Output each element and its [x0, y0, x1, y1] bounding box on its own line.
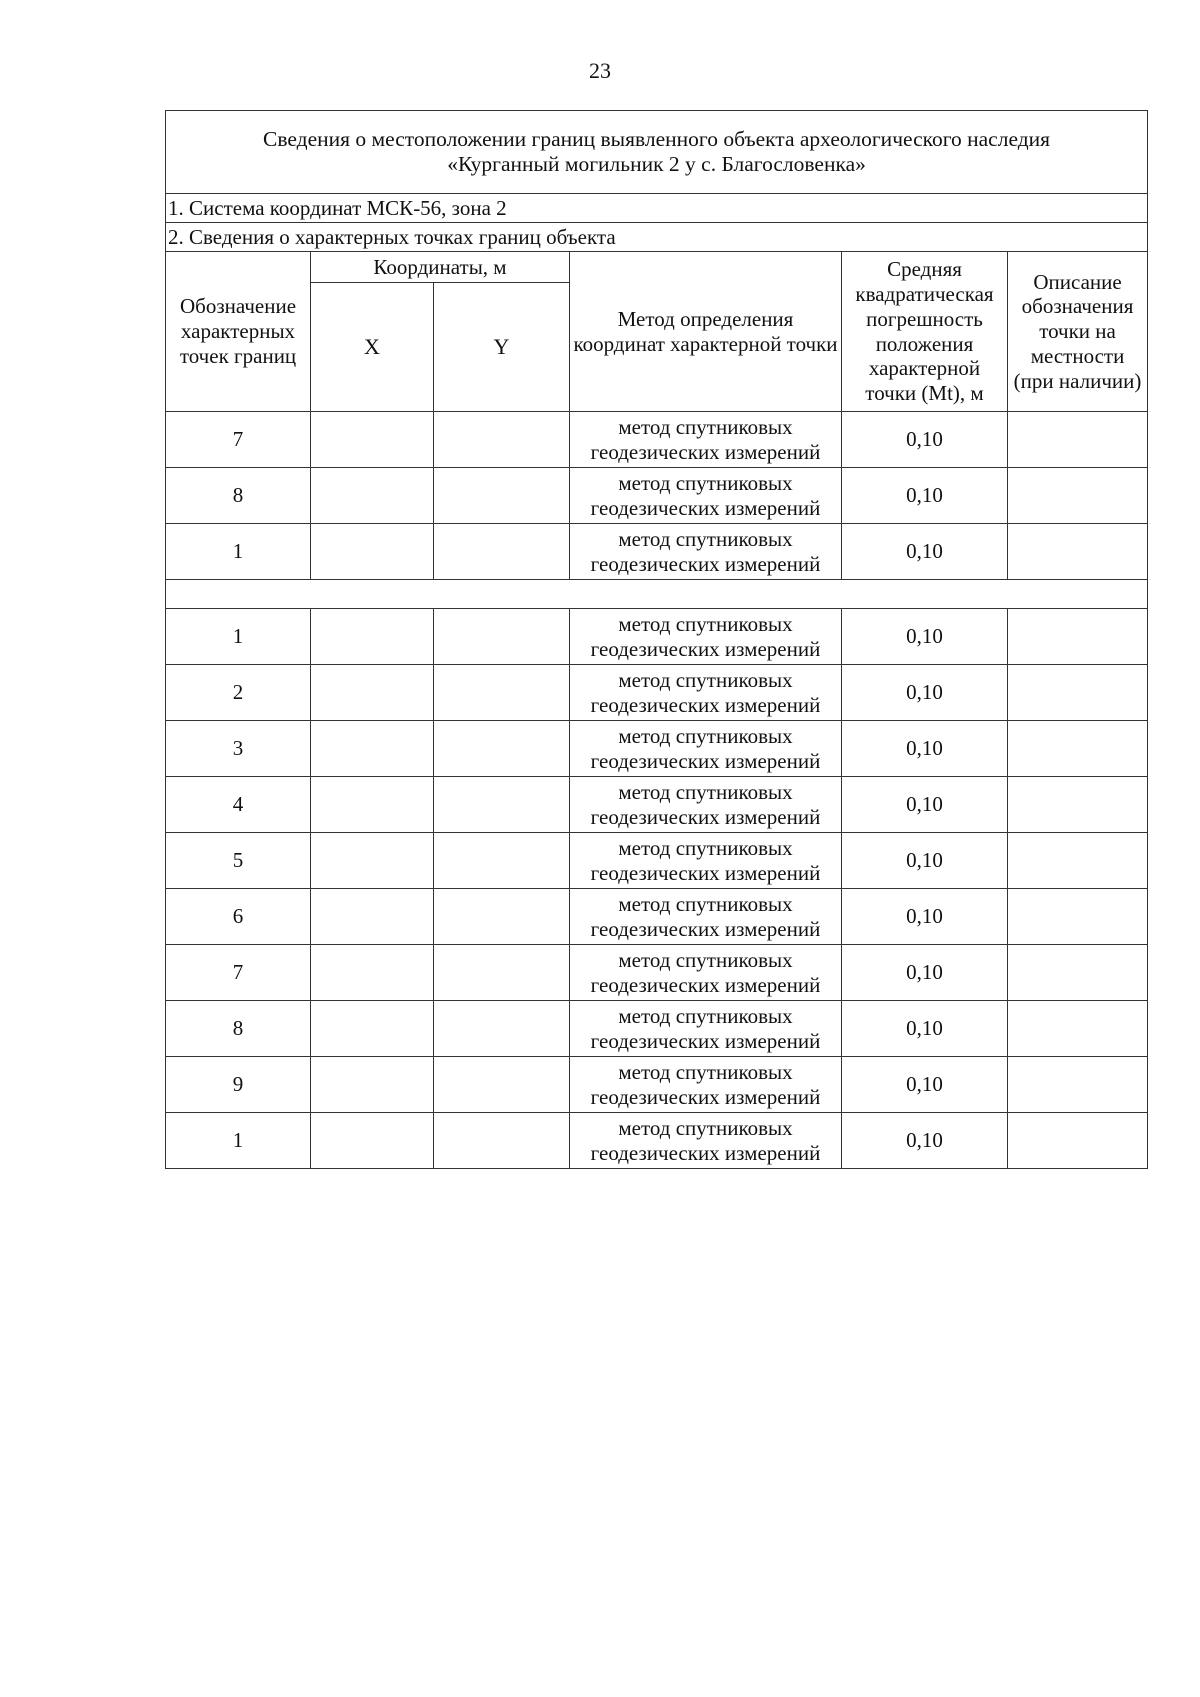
point-number: 8	[166, 1001, 311, 1057]
point-description	[1008, 665, 1148, 721]
coordinates-table	[165, 110, 1148, 1169]
method-line-2: геодезических измерений	[590, 804, 821, 829]
method-line-1: метод спутниковых	[618, 892, 793, 917]
method-line-2: геодезических измерений	[590, 439, 821, 464]
point-number: 7	[166, 945, 311, 1001]
coord-x	[311, 833, 434, 889]
method-line-2: геодезических измерений	[590, 692, 821, 717]
coord-x	[311, 1001, 434, 1057]
coord-x	[311, 945, 434, 1001]
point-number: 1	[166, 609, 311, 665]
coord-x	[311, 468, 434, 524]
point-description	[1008, 412, 1148, 468]
coord-x	[311, 1057, 434, 1113]
point-description	[1008, 833, 1148, 889]
point-number: 8	[166, 468, 311, 524]
table-row	[166, 833, 1148, 889]
point-number: 5	[166, 833, 311, 889]
method-line-2: геодезических измерений	[590, 495, 821, 520]
table-row	[166, 1113, 1148, 1169]
method-line-1: метод спутниковых	[618, 1060, 793, 1085]
method-cell	[570, 665, 842, 721]
method-line-1: метод спутниковых	[618, 836, 793, 861]
method-line-1: метод спутниковых	[618, 668, 793, 693]
method-line-1: метод спутниковых	[618, 1004, 793, 1029]
coord-x	[311, 721, 434, 777]
spacer-cell	[166, 580, 1148, 609]
point-description	[1008, 721, 1148, 777]
method-cell	[570, 1113, 842, 1169]
method-cell	[570, 777, 842, 833]
method-line-2: геодезических измерений	[590, 551, 821, 576]
page-number: 23	[589, 58, 611, 83]
coord-y	[434, 833, 570, 889]
point-number: 1	[166, 524, 311, 580]
header-designation: Обозначение характерных точек границ	[166, 252, 311, 412]
error-value: 0,10	[842, 412, 1008, 468]
method-cell	[570, 833, 842, 889]
table-row	[166, 468, 1148, 524]
method-line-1: метод спутниковых	[618, 527, 793, 552]
error-value: 0,10	[842, 468, 1008, 524]
point-number: 3	[166, 721, 311, 777]
point-description	[1008, 1057, 1148, 1113]
method-cell	[570, 889, 842, 945]
point-number: 1	[166, 1113, 311, 1169]
point-number: 7	[166, 412, 311, 468]
method-cell	[570, 721, 842, 777]
error-value: 0,10	[842, 665, 1008, 721]
coord-y	[434, 412, 570, 468]
coordinate-system-label: 1. Система координат МСК-56, зона 2	[166, 194, 1148, 223]
method-line-2: геодезических измерений	[590, 1028, 821, 1053]
point-description	[1008, 524, 1148, 580]
method-cell	[570, 1057, 842, 1113]
section-row-2	[166, 223, 1148, 252]
coord-x	[311, 777, 434, 833]
error-value: 0,10	[842, 777, 1008, 833]
method-cell	[570, 524, 842, 580]
title-row	[166, 111, 1148, 194]
method-line-2: геодезических измерений	[590, 1084, 821, 1109]
points-section-label: 2. Сведения о характерных точках границ объекта	[166, 223, 1148, 252]
point-number: 6	[166, 889, 311, 945]
method-line-2: геодезических измерений	[590, 916, 821, 941]
method-line-2: геодезических измерений	[590, 636, 821, 661]
table-title	[166, 111, 1148, 194]
method-line-1: метод спутниковых	[618, 612, 793, 637]
method-line-1: метод спутниковых	[618, 780, 793, 805]
point-description	[1008, 609, 1148, 665]
method-line-2: геодезических измерений	[590, 860, 821, 885]
table-row	[166, 721, 1148, 777]
point-description	[1008, 1001, 1148, 1057]
method-line-1: метод спутниковых	[618, 724, 793, 749]
table-row	[166, 777, 1148, 833]
error-value: 0,10	[842, 1113, 1008, 1169]
method-line-1: метод спутниковых	[618, 415, 793, 440]
title-line-2: «Курганный могильник 2 у с. Благословенка»	[447, 152, 866, 176]
table-row	[166, 1057, 1148, 1113]
error-value: 0,10	[842, 609, 1008, 665]
coord-x	[311, 1113, 434, 1169]
header-x: X	[311, 283, 434, 412]
coord-y	[434, 721, 570, 777]
coord-x	[311, 665, 434, 721]
error-value: 0,10	[842, 721, 1008, 777]
title-line-1: Сведения о местоположении границ выявленного объекта археологического наследия	[263, 126, 1051, 151]
point-description	[1008, 777, 1148, 833]
point-description	[1008, 468, 1148, 524]
method-cell	[570, 468, 842, 524]
header-description: Описание обозначения точки на местности (при наличии)	[1008, 252, 1148, 412]
coord-x	[311, 609, 434, 665]
table-body	[166, 111, 1148, 1169]
coord-x	[311, 524, 434, 580]
method-line-1: метод спутниковых	[618, 471, 793, 496]
method-line-1: метод спутниковых	[618, 1116, 793, 1141]
coord-x	[311, 889, 434, 945]
method-line-2: геодезических измерений	[590, 1140, 821, 1165]
coord-y	[434, 524, 570, 580]
method-line-2: геодезических измерений	[590, 972, 821, 997]
table-row	[166, 609, 1148, 665]
point-number: 9	[166, 1057, 311, 1113]
coord-y	[434, 889, 570, 945]
error-value: 0,10	[842, 1057, 1008, 1113]
point-description	[1008, 945, 1148, 1001]
error-value: 0,10	[842, 889, 1008, 945]
table-row	[166, 889, 1148, 945]
method-cell	[570, 945, 842, 1001]
header-coordinates: Координаты, м	[311, 252, 570, 283]
coord-y	[434, 665, 570, 721]
table-row	[166, 1001, 1148, 1057]
coord-y	[434, 777, 570, 833]
method-cell	[570, 412, 842, 468]
error-value: 0,10	[842, 945, 1008, 1001]
table-row	[166, 524, 1148, 580]
method-line-2: геодезических измерений	[590, 748, 821, 773]
method-cell	[570, 1001, 842, 1057]
coord-y	[434, 1057, 570, 1113]
point-number: 2	[166, 665, 311, 721]
table-row	[166, 412, 1148, 468]
header-method: Метод определения координат характерной точки	[570, 252, 842, 412]
method-line-1: метод спутниковых	[618, 948, 793, 973]
point-number: 4	[166, 777, 311, 833]
table-row	[166, 665, 1148, 721]
header-error: Средняя квадратическая погрешность положения характерной точки (Mt), м	[842, 252, 1008, 412]
error-value: 0,10	[842, 833, 1008, 889]
coord-y	[434, 1113, 570, 1169]
spacer-row	[166, 580, 1148, 609]
header-y: Y	[434, 283, 570, 412]
coord-x	[311, 412, 434, 468]
point-description	[1008, 1113, 1148, 1169]
coord-y	[434, 468, 570, 524]
table-row	[166, 945, 1148, 1001]
coord-y	[434, 945, 570, 1001]
error-value: 0,10	[842, 524, 1008, 580]
method-cell	[570, 609, 842, 665]
section-row-1	[166, 194, 1148, 223]
error-value: 0,10	[842, 1001, 1008, 1057]
coord-y	[434, 609, 570, 665]
point-description	[1008, 889, 1148, 945]
coord-y	[434, 1001, 570, 1057]
header-row-1	[166, 252, 1148, 283]
